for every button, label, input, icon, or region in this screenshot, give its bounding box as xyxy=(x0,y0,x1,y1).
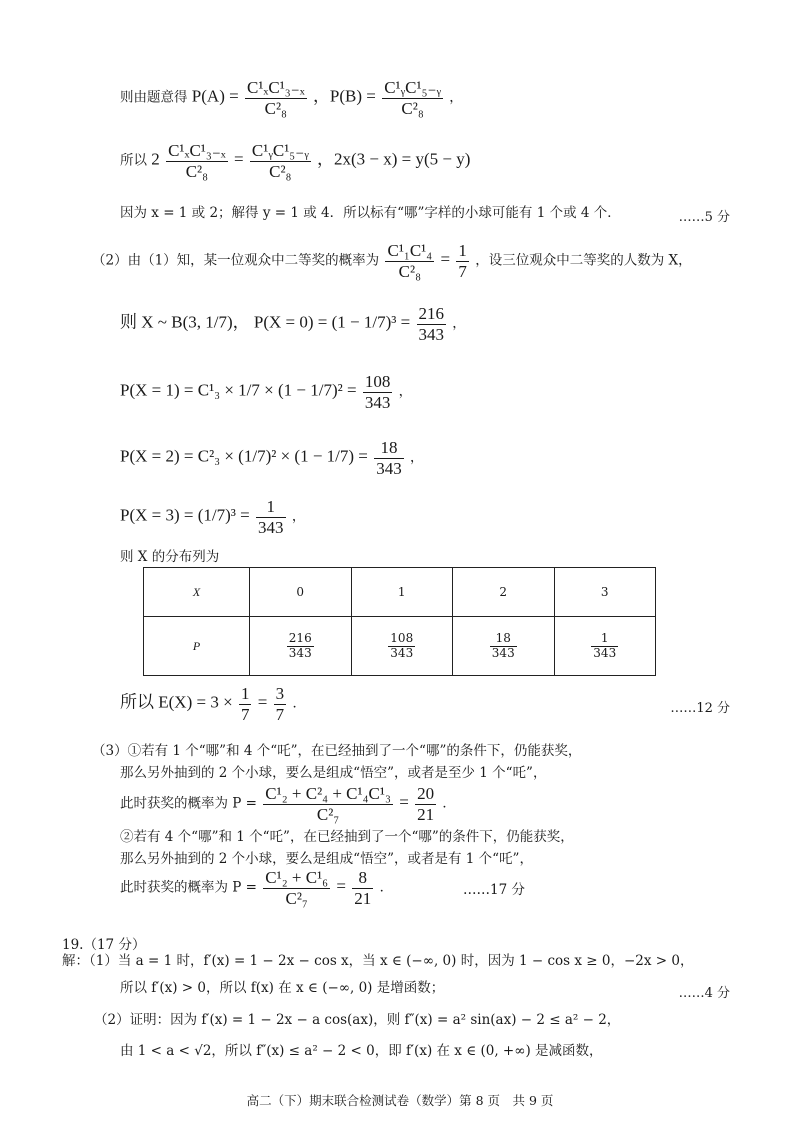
punct: ， xyxy=(291,508,306,525)
q19-line1: 解：（1）当 a = 1 时，f′(x) = 1 − 2x − cos x，当 x ∈ (−∞, 0) 时，因为 1 − cos x ≥ 0，−2x > 0， xyxy=(62,953,694,969)
table-cell: 3 xyxy=(554,568,656,617)
fraction-result xyxy=(256,497,286,537)
denominator: C²₈ xyxy=(185,161,209,181)
table-cell xyxy=(554,617,656,676)
denominator: 7 xyxy=(458,261,467,281)
part3-case1-line2: 那么另外抽到的 2 个小球，要么是组成“悟空”，或者是至少 1 个“吒”， xyxy=(120,765,547,781)
punct: ， xyxy=(409,449,424,466)
equals: = xyxy=(399,792,409,812)
text: 则由题意得 xyxy=(120,89,188,106)
denominator: C²₈ xyxy=(269,161,292,181)
formula: P(X = 3) = (1/7)³ = xyxy=(120,505,250,525)
part2-line-p2 xyxy=(120,438,423,478)
denominator: 7 xyxy=(240,704,250,724)
part1-line1 xyxy=(120,78,463,118)
table-header-x: X xyxy=(144,568,250,617)
numerator: 20 xyxy=(417,784,435,803)
punct: ． xyxy=(292,695,306,712)
part3-case2-prob xyxy=(120,868,393,908)
fraction-one-seventh xyxy=(456,241,469,281)
fraction-result xyxy=(352,868,373,908)
table-cell xyxy=(453,617,555,676)
part1-line2 xyxy=(120,141,470,181)
numerator: 108 xyxy=(390,630,414,645)
punct: ． xyxy=(379,879,394,896)
fraction xyxy=(263,868,330,908)
denominator: 343 xyxy=(491,645,515,660)
numerator: 1 xyxy=(240,684,250,703)
punct: ， xyxy=(452,315,466,332)
q19-line3: （2）证明：因为 f′(x) = 1 − 2x − a cos(ax)，则 f″(x) = a² sin(ax) − 2 ≤ a² − 2， xyxy=(94,1012,621,1028)
part3-case2-line2: 那么另外抽到的 2 个小球，要么是组成“悟空”，或者是有 1 个“吒”， xyxy=(120,851,533,867)
formula: 所以 E(X) = 3 × xyxy=(120,692,233,712)
denominator: 343 xyxy=(593,645,617,660)
fraction-pb xyxy=(382,78,443,118)
numerator: 216 xyxy=(288,630,312,645)
table-cell: 1 xyxy=(351,568,453,617)
fraction-result xyxy=(374,438,404,478)
score-12: ……12 分 xyxy=(670,701,730,716)
numerator: 18 xyxy=(490,632,517,647)
fraction-result xyxy=(274,684,287,724)
punct: ， xyxy=(398,383,413,400)
equals: = xyxy=(257,692,268,712)
fraction xyxy=(287,632,314,661)
text: 此时获奖的概率为 P = xyxy=(120,795,257,812)
table-row xyxy=(144,568,656,617)
part1-line3: 因为 x = 1 或 2；解得 y = 1 或 4．所以标有“哪”字样的小球可能有 1 个或 4 个． xyxy=(120,205,621,221)
numerator: C¹ₓC¹₃₋ₓ xyxy=(168,141,226,160)
fraction-prob xyxy=(385,241,434,281)
denominator: 7 xyxy=(275,704,285,724)
fraction xyxy=(239,684,252,724)
score-17: ……17 分 xyxy=(463,882,525,898)
table-header-p: P xyxy=(144,617,250,676)
equals: = xyxy=(234,149,244,169)
text: 所以 xyxy=(120,152,147,169)
denominator: 343 xyxy=(288,645,312,660)
text: （2）由（1）知，某一位观众中二等奖的概率为 xyxy=(92,252,380,269)
score-4: ……4 分 xyxy=(678,986,730,1001)
table-row xyxy=(144,617,656,676)
fraction-result xyxy=(363,372,393,412)
denominator: 343 xyxy=(376,458,402,478)
numerator: C¹₂ + C²₄ + C¹₄C¹₃ xyxy=(265,784,391,803)
q19-line4: 由 1 < a < √2，所以 f″(x) ≤ a² − 2 < 0，即 f′(x) 在 x ∈ (0, +∞) 是减函数， xyxy=(120,1043,603,1059)
denominator: 343 xyxy=(418,324,444,344)
formula: P(X = 0) = (1 − 1/7)³ = xyxy=(253,312,411,332)
fraction-left xyxy=(166,141,228,181)
numerator: C¹ᵧC¹₅₋ᵧ xyxy=(384,78,441,97)
expectation-line xyxy=(120,684,306,724)
formula-pa: P(A) = xyxy=(191,86,239,106)
equals: = xyxy=(440,249,451,269)
table-cell: 2 xyxy=(453,568,555,617)
numerator: C¹₁C¹₄ xyxy=(387,241,433,260)
denominator: C²₇ xyxy=(316,804,340,824)
distribution-label: 则 X 的分布列为 xyxy=(120,549,220,565)
fraction-result xyxy=(417,304,447,344)
part3-case1-prob xyxy=(120,784,456,824)
fraction xyxy=(388,632,415,661)
denominator: 343 xyxy=(258,517,284,537)
part2-line-p1 xyxy=(120,372,412,412)
denominator: C²₈ xyxy=(398,261,422,281)
punct: ． xyxy=(442,795,456,812)
binomial: 则 X ~ B(3, 1/7)， xyxy=(120,312,250,332)
formula: P(X = 2) = C²₃ × (1/7)² × (1 − 1/7) = xyxy=(120,446,368,466)
part2-intro xyxy=(92,241,692,281)
equals: = xyxy=(336,876,346,896)
punct: ， xyxy=(449,89,463,106)
part3-case2-line1: ②若有 4 个“哪”和 1 个“吒”，在已经抽到了一个“哪”的条件下，仍能获奖， xyxy=(120,829,574,845)
numerator: 8 xyxy=(352,868,373,889)
denominator: 21 xyxy=(417,804,435,824)
part2-line-p0 xyxy=(120,304,466,344)
equation-tail: ，2x(3 − x) = y(5 − y) xyxy=(317,149,471,169)
fraction xyxy=(490,632,517,661)
numerator: 1 xyxy=(591,632,618,647)
text: 此时获奖的概率为 P = xyxy=(120,879,257,896)
q19-line2: 所以 f′(x) > 0，所以 f(x) 在 x ∈ (−∞, 0) 是增函数； xyxy=(120,980,445,996)
numerator: 216 xyxy=(418,304,444,323)
fraction-pa xyxy=(245,78,307,118)
distribution-table xyxy=(143,567,656,676)
numerator: C¹ᵧC¹₅₋ᵧ xyxy=(251,141,309,160)
coef: 2 xyxy=(151,149,160,169)
numerator: 18 xyxy=(374,438,404,459)
numerator: 1 xyxy=(256,497,286,518)
denominator: 343 xyxy=(364,392,391,412)
numerator: 3 xyxy=(275,684,285,703)
numerator: 108 xyxy=(364,372,391,391)
page-footer: 高二（下）期末联合检测试卷（数学）第 8 页 共 9 页 xyxy=(246,1093,554,1108)
part3-case1-line1: （3）①若有 1 个“哪”和 4 个“吒”，在已经抽到了一个“哪”的条件下，仍能获奖， xyxy=(92,743,582,759)
denominator: 343 xyxy=(390,645,414,660)
numerator: C¹ₓC¹₃₋ₓ xyxy=(247,78,305,97)
denominator: C²₈ xyxy=(264,98,287,118)
fraction xyxy=(591,632,618,661)
numerator: 1 xyxy=(458,241,467,260)
table-cell xyxy=(351,617,453,676)
table-cell: 0 xyxy=(250,568,352,617)
denominator: 21 xyxy=(354,888,372,908)
score-5: ……5 分 xyxy=(678,210,730,225)
denominator: C²₇ xyxy=(285,888,308,908)
text: ，设三位观众中二等奖的人数为 X， xyxy=(475,252,692,269)
fraction-right xyxy=(250,141,311,181)
denominator: C²₈ xyxy=(401,98,424,118)
fraction xyxy=(263,784,393,824)
fraction-result xyxy=(415,784,436,824)
table-cell xyxy=(250,617,352,676)
formula: P(X = 1) = C¹₃ × 1/7 × (1 − 1/7)² = xyxy=(120,380,357,400)
numerator: C¹₂ + C¹₆ xyxy=(265,868,329,887)
part2-line-p3 xyxy=(120,497,305,537)
formula-pb: ，P(B) = xyxy=(312,86,376,106)
q19-heading: 19.（17 分） xyxy=(62,937,146,953)
